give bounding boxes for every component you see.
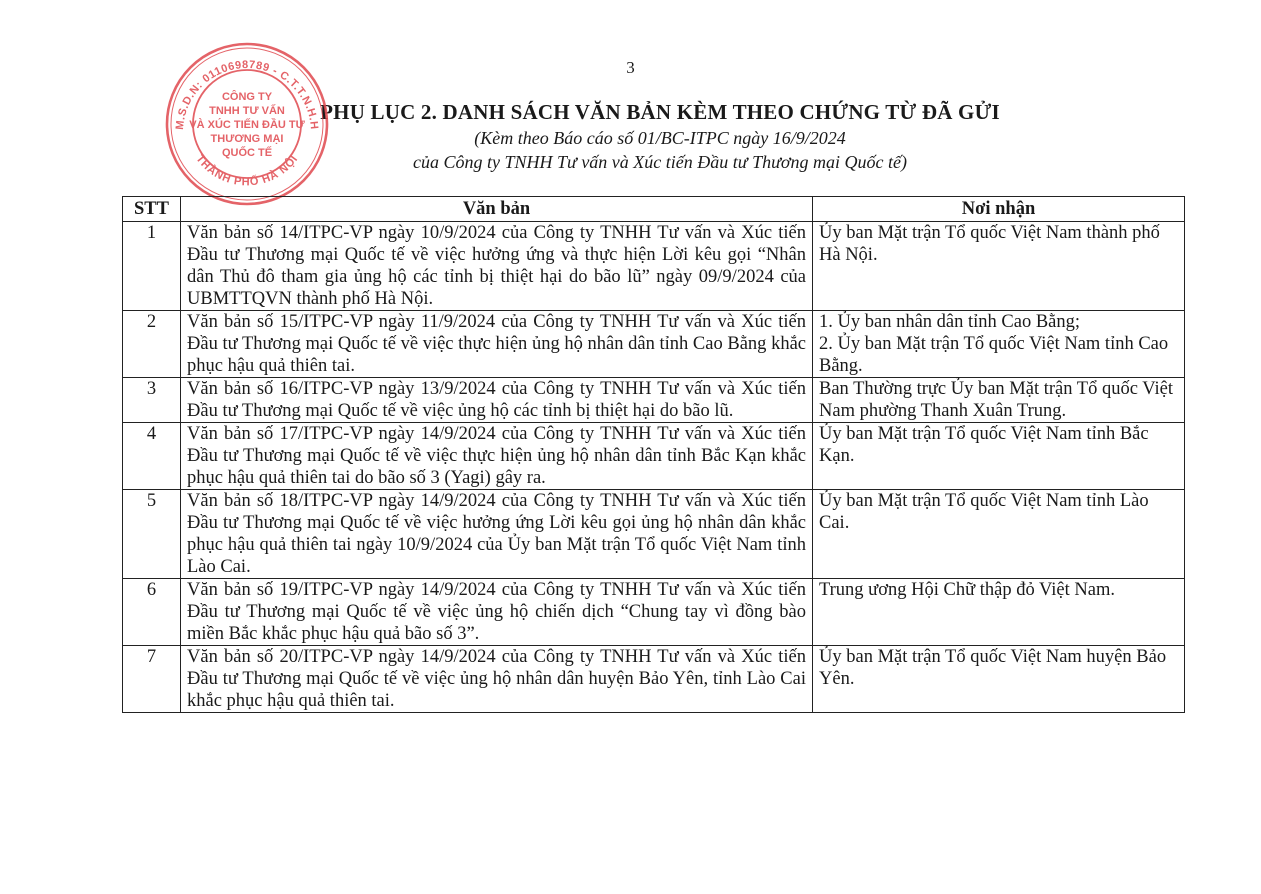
company-seal <box>163 40 331 208</box>
row-recipient <box>813 646 1185 713</box>
recipient-line: Ủy ban Mặt trận Tổ quốc Việt Nam tỉnh Lào Cai. <box>819 491 1149 533</box>
table-row <box>123 579 1185 646</box>
row-document: Văn bản số 14/ITPC-VP ngày 10/9/2024 của Công ty TNHH Tư vấn và Xúc tiến Đầu tư Thương mại Quốc tế về việc hưởng ứng và thực hiện Lời kêu gọi “Nhân dân Thủ đô tham gia ủng hộ các tỉnh bị thiệt hại do bão lũ” ngày 09/9/2024 của UBMTTQVN thành phố Hà Nội. <box>181 222 813 311</box>
seal-inner-line: THƯƠNG MẠI <box>210 133 284 145</box>
seal-inner-line: VÀ XÚC TIẾN ĐẦU TƯ <box>189 119 305 131</box>
row-document: Văn bản số 16/ITPC-VP ngày 13/9/2024 của Công ty TNHH Tư vấn và Xúc tiến Đầu tư Thương mại Quốc tế về việc ủng hộ các tỉnh bị thiệt hại do bão lũ. <box>181 378 813 423</box>
row-recipient <box>813 490 1185 579</box>
row-stt: 4 <box>123 423 181 490</box>
row-recipient <box>813 311 1185 378</box>
row-recipient <box>813 423 1185 490</box>
recipient-line: 1. Ủy ban nhân dân tỉnh Cao Bằng; <box>819 312 1081 332</box>
row-stt: 1 <box>123 222 181 311</box>
row-recipient <box>813 222 1185 311</box>
row-document: Văn bản số 18/ITPC-VP ngày 14/9/2024 của Công ty TNHH Tư vấn và Xúc tiến Đầu tư Thương mại Quốc tế về việc hưởng ứng Lời kêu gọi ủng hộ nhân dân khắc phục hậu quả thiên tai ngày 10/9/2024 của Ủy ban Mặt trận Tổ quốc Việt Nam tỉnh Lào Cai. <box>181 490 813 579</box>
table-header-row <box>123 197 1185 222</box>
row-recipient <box>813 579 1185 646</box>
table-row <box>123 378 1185 423</box>
recipient-line: Ủy ban Mặt trận Tổ quốc Việt Nam tỉnh Bắc Kạn. <box>819 424 1149 466</box>
row-recipient <box>813 378 1185 423</box>
recipient-line: 2. Ủy ban Mặt trận Tổ quốc Việt Nam tỉnh Cao Bằng. <box>819 334 1169 376</box>
row-stt: 5 <box>123 490 181 579</box>
seal-bottom-text: THÀNH PHỐ HÀ NỘI <box>193 152 301 189</box>
recipient-line: Ủy ban Mặt trận Tổ quốc Việt Nam thành phố Hà Nội. <box>819 223 1160 265</box>
table-row <box>123 490 1185 579</box>
table-row <box>123 423 1185 490</box>
header-stt: STT <box>123 197 181 222</box>
table-row <box>123 222 1185 311</box>
row-stt: 2 <box>123 311 181 378</box>
page-title: PHỤ LỤC 2. DANH SÁCH VĂN BẢN KÈM THEO CHỨNG TỪ ĐÃ GỬI <box>320 100 1000 124</box>
page-number: 3 <box>626 58 635 77</box>
row-document: Văn bản số 19/ITPC-VP ngày 14/9/2024 của Công ty TNHH Tư vấn và Xúc tiến Đầu tư Thương mại Quốc tế về việc ủng hộ chiến dịch “Chung tay vì đồng bào miền Bắc khắc phục hậu quả bão số 3”. <box>181 579 813 646</box>
row-stt: 6 <box>123 579 181 646</box>
row-stt: 7 <box>123 646 181 713</box>
subtitle-line-1: (Kèm theo Báo cáo số 01/BC-ITPC ngày 16/9/2024 <box>474 128 846 148</box>
row-document: Văn bản số 20/ITPC-VP ngày 14/9/2024 của Công ty TNHH Tư vấn và Xúc tiến Đầu tư Thương mại Quốc tế về việc ủng hộ nhân dân huyện Bảo Yên, tỉnh Lào Cai khắc phục hậu quả thiên tai. <box>181 646 813 713</box>
recipient-line: Ban Thường trực Ủy ban Mặt trận Tổ quốc Việt Nam phường Thanh Xuân Trung. <box>819 379 1173 421</box>
table-row <box>123 646 1185 713</box>
seal-inner-line: QUỐC TẾ <box>221 147 273 159</box>
row-document: Văn bản số 15/ITPC-VP ngày 11/9/2024 của Công ty TNHH Tư vấn và Xúc tiến Đầu tư Thương mại Quốc tế về việc thực hiện ủng hộ nhân dân tỉnh Cao Bằng khắc phục hậu quả thiên tai. <box>181 311 813 378</box>
seal-outer-text: M.S.D.N: 0110698789 - C.T.T.N.H.H <box>173 58 321 131</box>
row-stt: 3 <box>123 378 181 423</box>
seal-inner-line: CÔNG TY <box>221 91 273 103</box>
header-document: Văn bản <box>181 197 813 222</box>
seal-inner-line: TNHH TƯ VẤN <box>209 105 285 117</box>
row-document: Văn bản số 17/ITPC-VP ngày 14/9/2024 của Công ty TNHH Tư vấn và Xúc tiến Đầu tư Thương mại Quốc tế về việc thực hiện ủng hộ nhân dân tỉnh Bắc Kạn khắc phục hậu quả thiên tai do bão số 3 (Yagi) gây ra. <box>181 423 813 490</box>
header-recipient: Nơi nhận <box>813 197 1185 222</box>
recipient-line: Ủy ban Mặt trận Tổ quốc Việt Nam huyện Bảo Yên. <box>819 647 1167 689</box>
documents-table <box>122 196 1185 713</box>
table-row <box>123 311 1185 378</box>
subtitle-line-2: của Công ty TNHH Tư vấn và Xúc tiến Đầu tư Thương mại Quốc tế) <box>412 152 907 172</box>
recipient-line: Trung ương Hội Chữ thập đỏ Việt Nam. <box>819 580 1115 600</box>
